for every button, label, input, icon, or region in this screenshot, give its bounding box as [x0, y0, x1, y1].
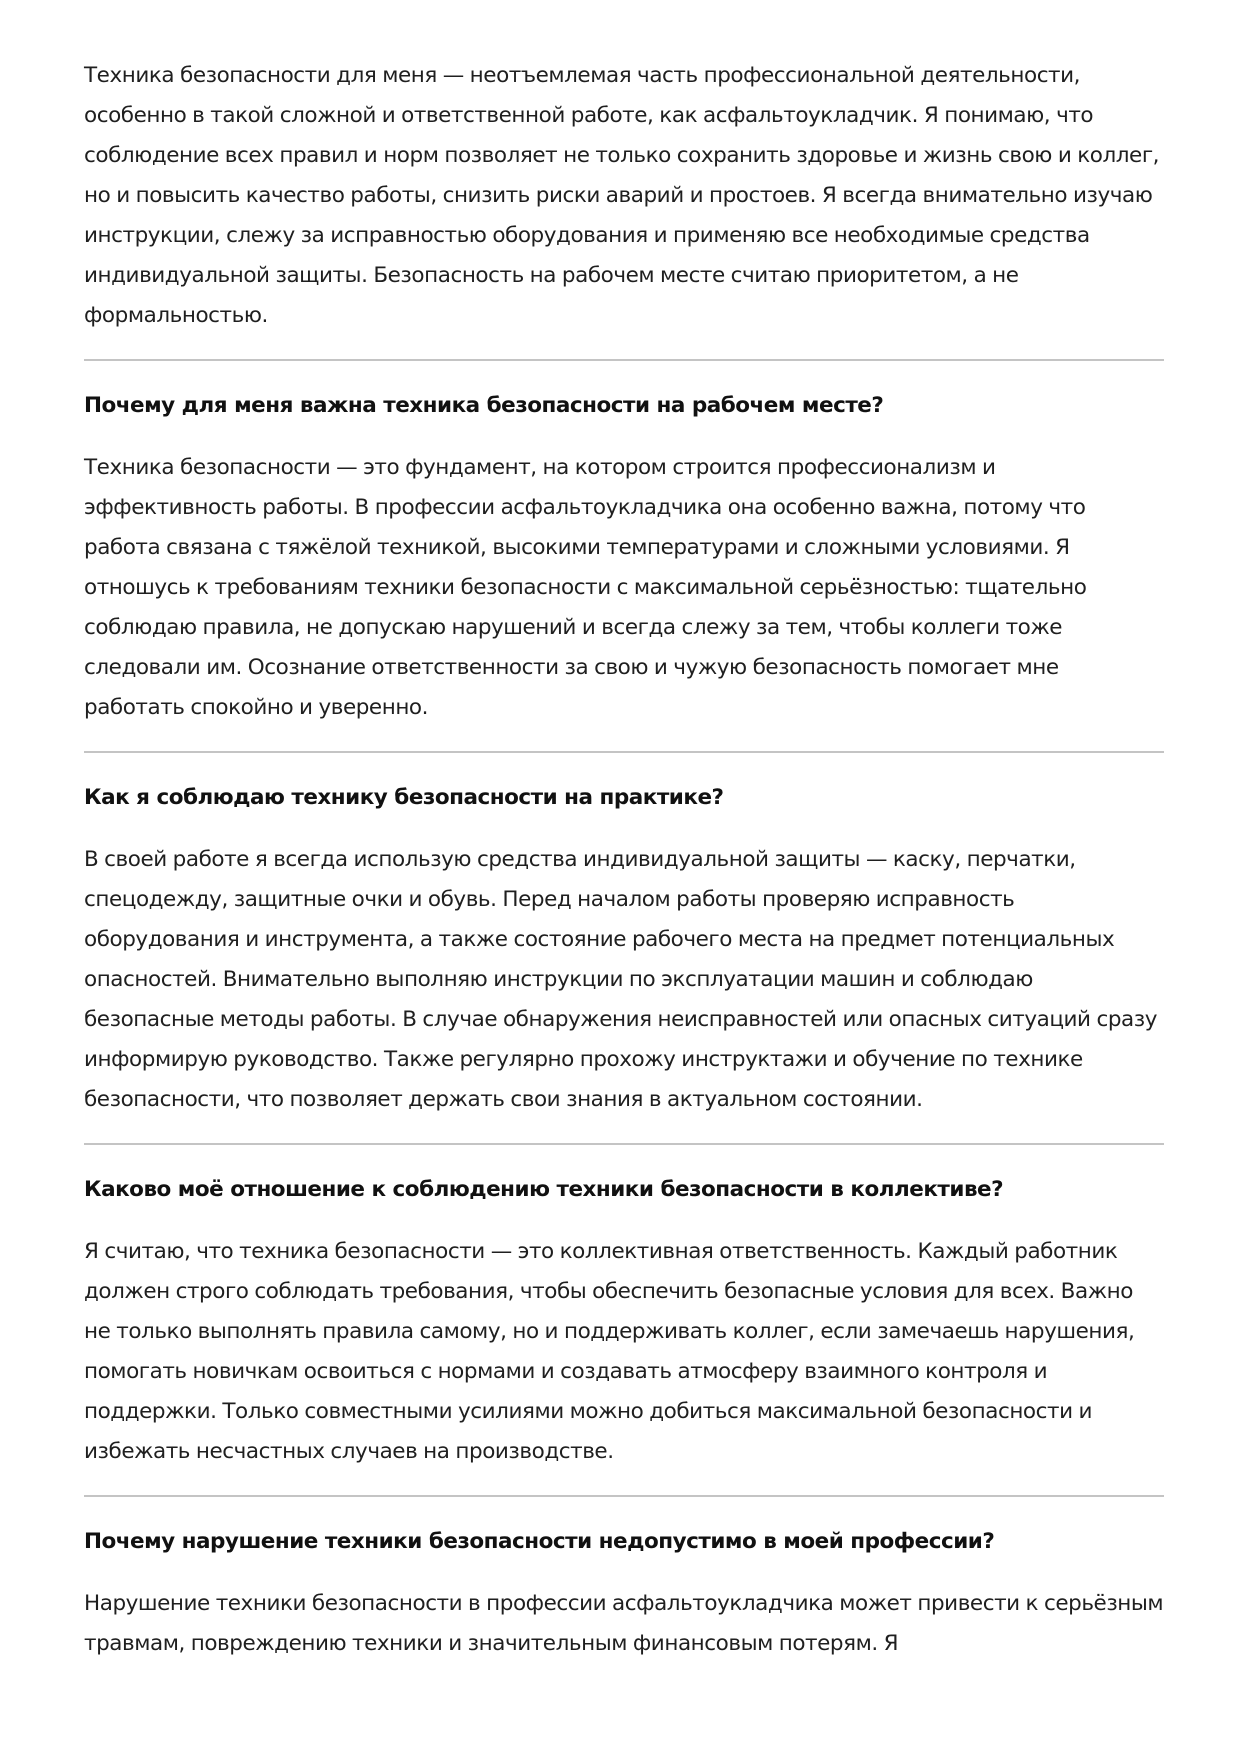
section-text-violation: Нарушение техники безопасности в профессии асфальтоукладчика может привести к серьёзным травмам, повреждению техники и значительным финансовым потерям. Я: [84, 1591, 1164, 1656]
section-divider: [84, 751, 1164, 753]
section-divider: [84, 1143, 1164, 1145]
section-divider: [84, 359, 1164, 361]
section-text-practice: В своей работе я всегда использую средства индивидуальной защиты — каску, перчатки, спецодежду, защитные очки и обувь. Перед началом работы проверяю исправность оборудования и инструмента, а также состояние рабочего места на предмет потенциальных опасностей. Внимательно выполняю инструкции по эксплуатации машин и соблюдаю безопасные методы работы. В случае обнаружения неисправностей или опасных ситуаций сразу информирую руководство. Также регулярно прохожу инструктажи и обучение по технике безопасности, что позволяет держать свои знания в актуальном состоянии.: [84, 847, 1158, 1112]
section-heading-practice: Как я соблюдаю технику безопасности на практике?: [84, 785, 724, 810]
section-divider: [84, 1495, 1164, 1497]
section-heading-importance: Почему для меня важна техника безопасности на рабочем месте?: [84, 393, 884, 418]
section-heading-team: Каково моё отношение к соблюдению техники безопасности в коллективе?: [84, 1177, 1004, 1202]
section-heading-violation: Почему нарушение техники безопасности недопустимо в моей профессии?: [84, 1529, 995, 1554]
document-page: [84, 56, 1164, 1664]
section-text-team: Я считаю, что техника безопасности — это коллективная ответственность. Каждый работник должен строго соблюдать требования, чтобы обеспечить безопасные условия для всех. Важно не только выполнять правила самому, но и поддерживать коллег, если замечаешь нарушения, помогать новичкам освоиться с нормами и создавать атмосферу взаимного контроля и поддержки. Только совместными усилиями можно добиться максимальной безопасности и избежать несчастных случаев на производстве.: [84, 1239, 1135, 1464]
section-text-importance: Техника безопасности — это фундамент, на котором строится профессионализм и эффективность работы. В профессии асфальтоукладчика она особенно важна, потому что работа связана с тяжёлой техникой, высокими температурами и сложными условиями. Я отношусь к требованиям техники безопасности с максимальной серьёзностью: тщательно соблюдаю правила, не допускаю нарушений и всегда слежу за тем, чтобы коллеги тоже следовали им. Осознание ответственности за свою и чужую безопасность помогает мне работать спокойно и уверенно.: [84, 455, 1087, 720]
intro-paragraph: Техника безопасности для меня — неотъемлемая часть профессиональной деятельности, особенно в такой сложной и ответственной работе, как асфальтоукладчик. Я понимаю, что соблюдение всех правил и норм позволяет не только сохранить здоровье и жизнь свою и коллег, но и повысить качество работы, снизить риски аварий и простоев. Я всегда внимательно изучаю инструкции, слежу за исправностью оборудования и применяю все необходимые средства индивидуальной защиты. Безопасность на рабочем месте считаю приоритетом, а не формальностью.: [84, 63, 1160, 328]
